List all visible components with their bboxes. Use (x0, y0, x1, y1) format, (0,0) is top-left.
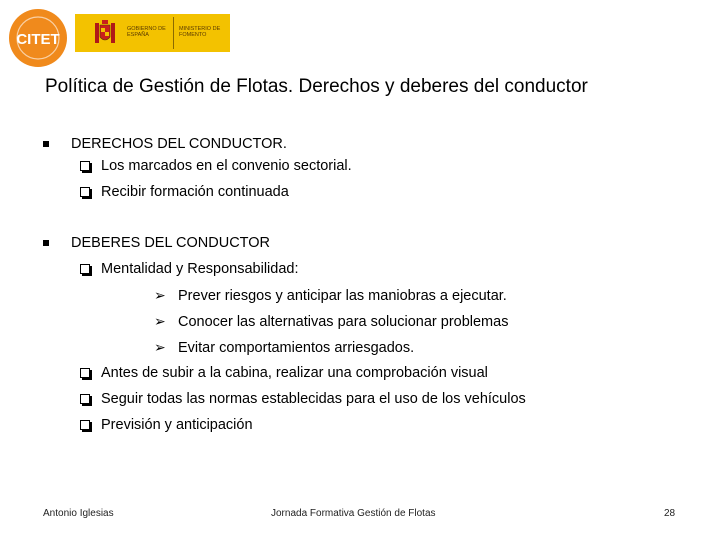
page-number: 28 (664, 508, 676, 519)
sub-list-item-text: Conocer las alternativas para solucionar problemas (178, 313, 509, 330)
checkbox-bullet-icon (80, 394, 90, 404)
section-heading-duties (43, 235, 270, 251)
slide-title: Política de Gestión de Flotas. Derechos y deberes del conductor (45, 76, 588, 97)
list-item (80, 261, 299, 277)
checkbox-bullet-icon (80, 420, 90, 430)
section-heading-rights (43, 136, 287, 152)
citet-logo (8, 8, 68, 68)
checkbox-bullet-icon (80, 187, 90, 197)
list-item-text: Seguir todas las normas establecidas para el uso de los vehículos (101, 391, 526, 407)
sub-list-item-text: Evitar comportamientos arriesgados. (178, 339, 415, 356)
list-item-text: Mentalidad y Responsabilidad: (101, 261, 299, 277)
section-heading-text: DERECHOS DEL CONDUCTOR. (71, 136, 287, 152)
list-item (80, 365, 488, 381)
logo-divider (173, 17, 174, 49)
list-item (80, 391, 526, 407)
list-item-text: Recibir formación continuada (101, 184, 289, 200)
sub-list-item-text: Prever riesgos y anticipar las maniobras a ejecutar. (178, 287, 507, 304)
section-heading-text: DEBERES DEL CONDUCTOR (71, 235, 271, 251)
footer-event: Jornada Formativa Gestión de Flotas (271, 508, 436, 519)
citet-logo-icon (8, 8, 68, 68)
sub-list-item (154, 313, 508, 330)
list-item (80, 158, 352, 174)
coat-of-arms-icon (93, 19, 117, 47)
list-item (80, 184, 289, 200)
arrow-bullet-icon: ➢ (154, 287, 166, 303)
checkbox-bullet-icon (80, 161, 90, 171)
government-name: GOBIERNO DE ESPAÑA (127, 26, 166, 38)
list-item-text: Los marcados en el convenio sectorial. (101, 158, 352, 174)
list-item-text: Previsión y anticipación (101, 417, 253, 433)
checkbox-bullet-icon (80, 368, 90, 378)
sub-list-item (154, 287, 507, 304)
square-bullet-icon (43, 240, 49, 246)
list-item-text: Antes de subir a la cabina, realizar una comprobación visual (101, 365, 488, 381)
arrow-bullet-icon: ➢ (154, 313, 166, 329)
arrow-bullet-icon: ➢ (154, 339, 166, 355)
citet-logo-text: CITET (16, 31, 60, 48)
government-logo (75, 14, 230, 52)
square-bullet-icon (43, 141, 49, 147)
list-item (80, 417, 253, 433)
footer-author: Antonio Iglesias (43, 508, 114, 519)
ministry-name: MINISTERIO DE FOMENTO (179, 26, 221, 38)
checkbox-bullet-icon (80, 264, 90, 274)
sub-list-item (154, 339, 414, 356)
